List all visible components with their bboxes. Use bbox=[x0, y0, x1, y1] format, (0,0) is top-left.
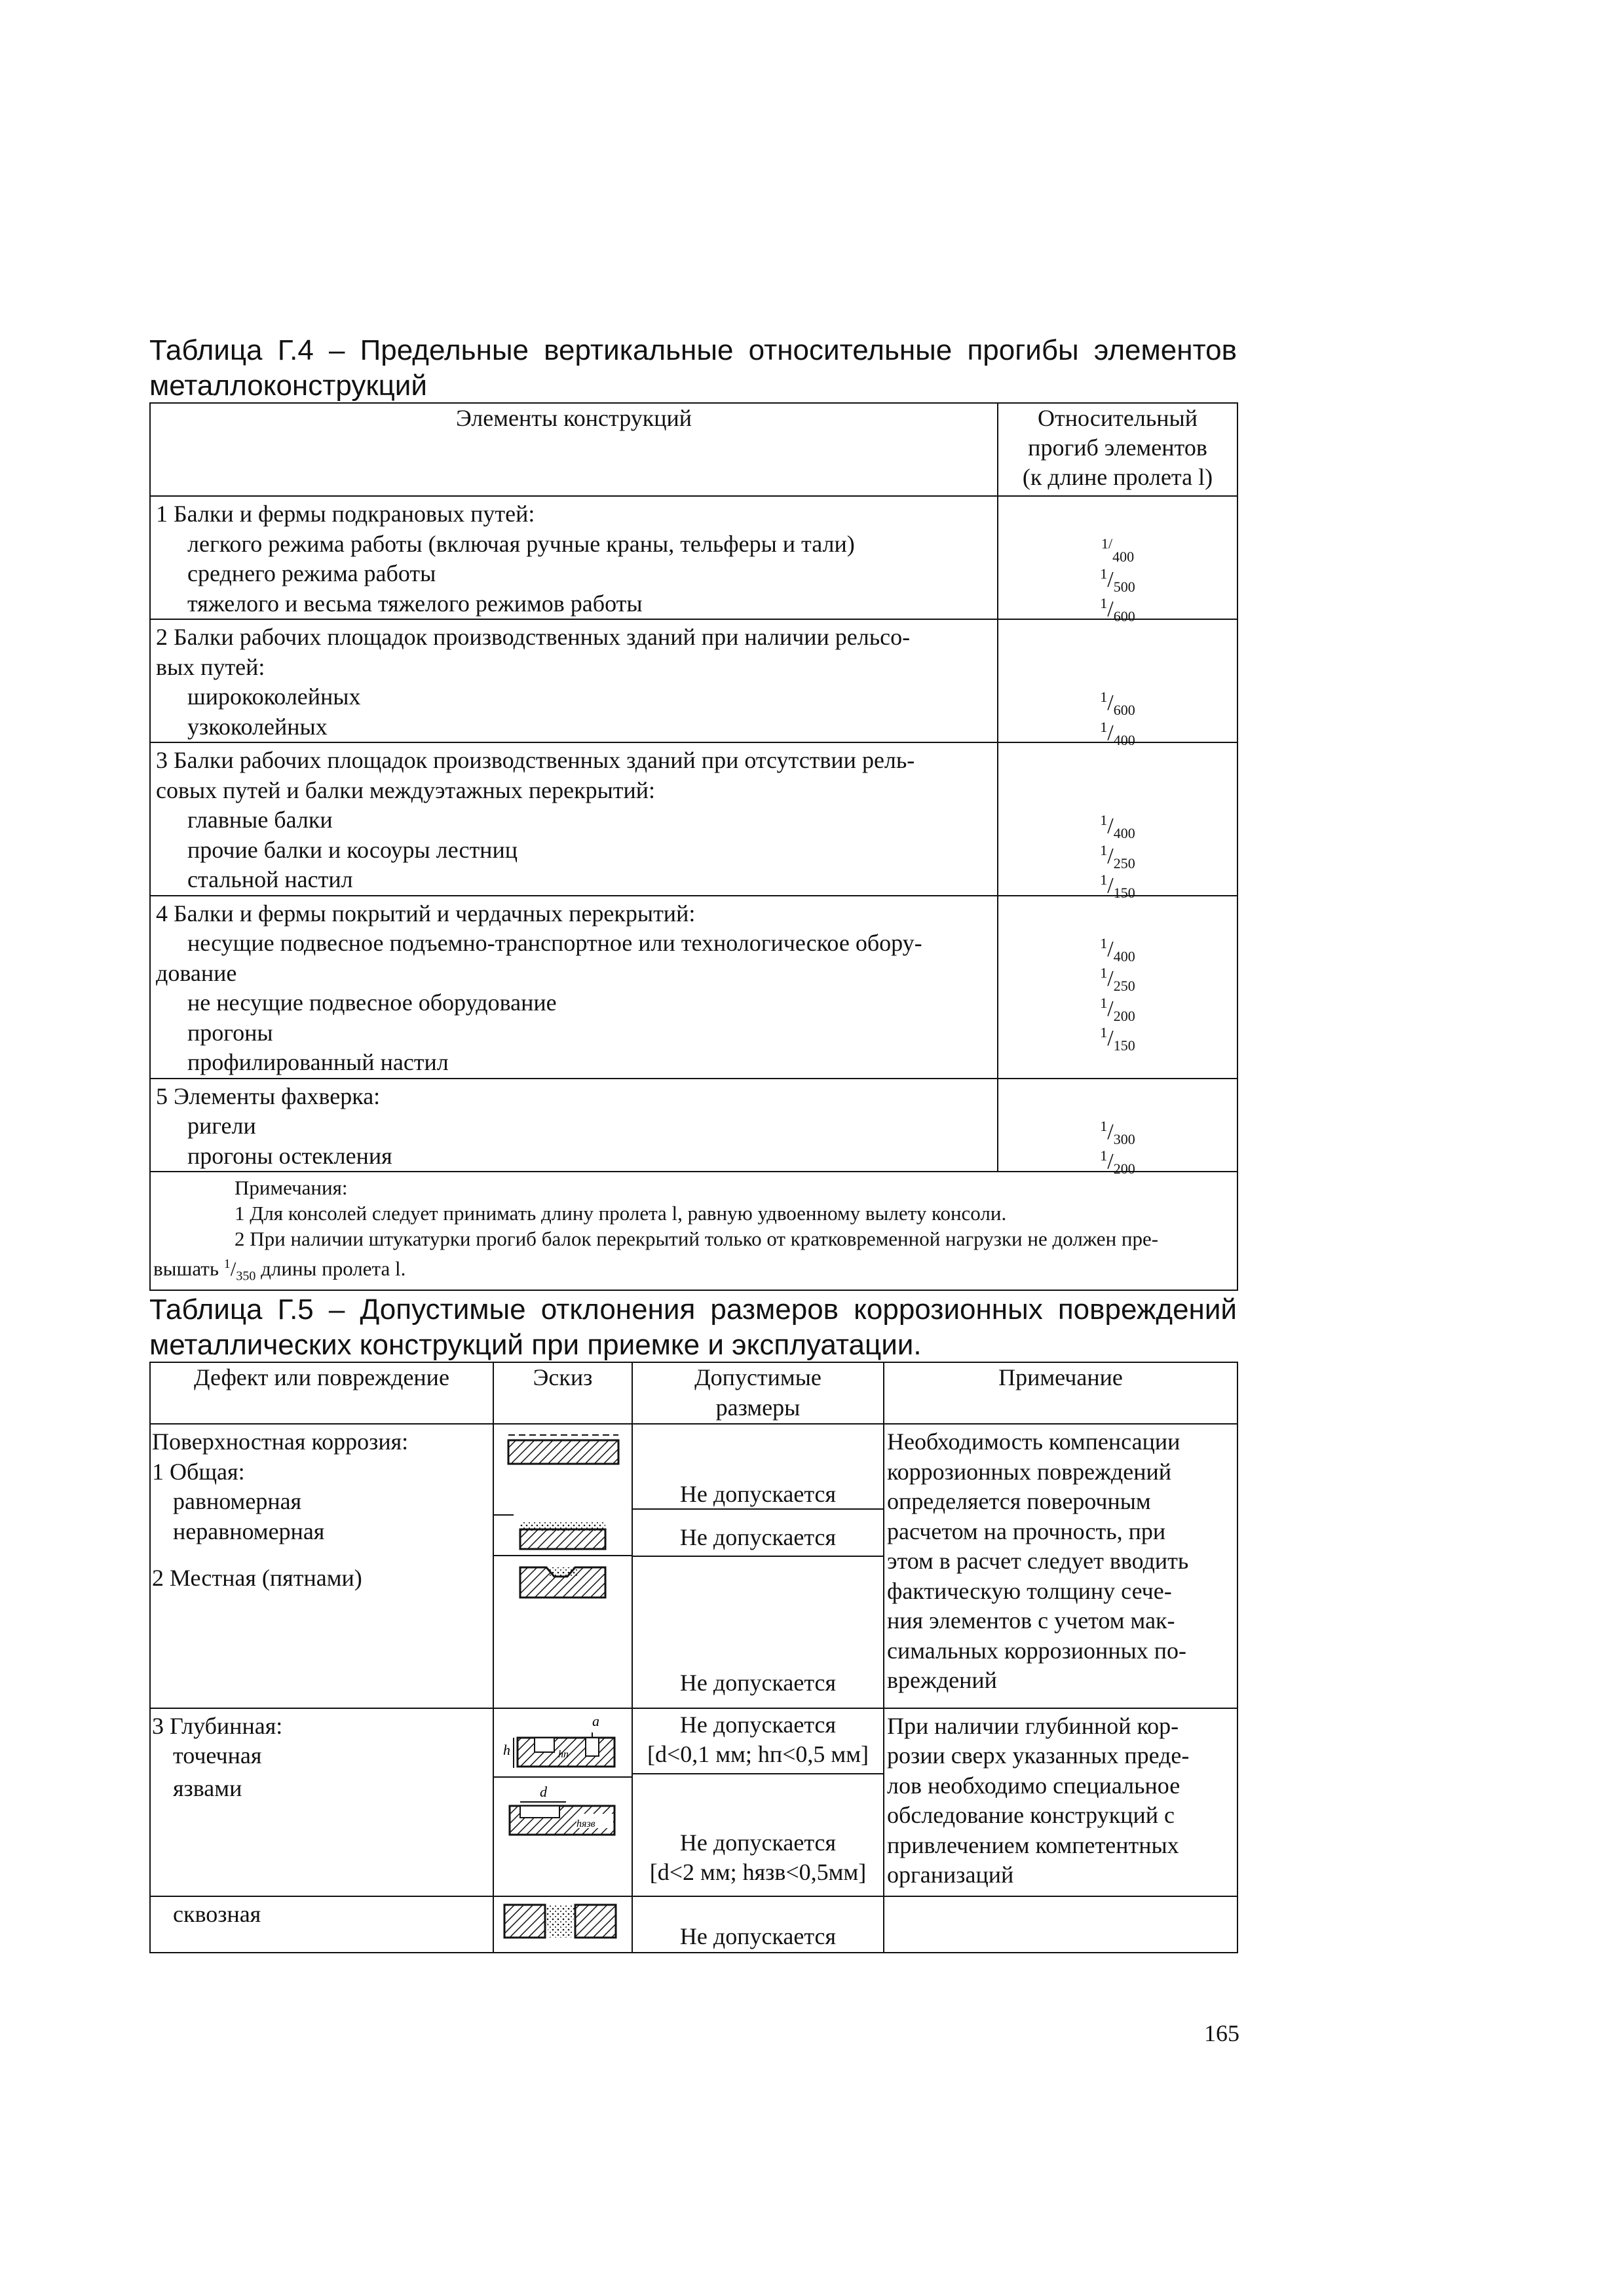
through-defect-cell: сквозная bbox=[150, 1896, 493, 1953]
table-5-header-defect: Дефект или повреждение bbox=[150, 1362, 493, 1424]
allowed-local: Не допускается bbox=[679, 1670, 837, 1696]
group-3-text bbox=[150, 742, 998, 896]
allowed-nonuniform: Не допускается bbox=[679, 1524, 837, 1550]
group-heading: 1 Балки и фермы подкрановых путей: bbox=[156, 501, 535, 527]
table-4-notes bbox=[150, 1172, 1237, 1290]
note-line: вреждений bbox=[887, 1667, 997, 1693]
note-line: этом в расчет следует вводить bbox=[887, 1548, 1189, 1574]
table-4-header-row bbox=[150, 403, 1237, 496]
notes-heading: Примечания: bbox=[235, 1176, 348, 1199]
group-2-values bbox=[998, 619, 1237, 748]
table-4-row-group-5 bbox=[150, 1079, 1237, 1172]
deflection-value: $^1/_{200}$ bbox=[1100, 1147, 1135, 1177]
table-4-title-line2: металлоконструкций bbox=[149, 370, 427, 402]
table-5-header-row bbox=[150, 1362, 1237, 1424]
note-line: организаций bbox=[887, 1862, 1014, 1888]
group-heading: 4 Балки и фермы покрытий и чердачных перекрытий: bbox=[156, 900, 696, 927]
group-item: ригели bbox=[187, 1113, 256, 1139]
deflection-value: $^1/_{150}$ bbox=[1100, 1024, 1135, 1054]
sketch-label-a: a bbox=[592, 1712, 599, 1729]
group-5-values bbox=[998, 1079, 1237, 1177]
deep-sketch-cell bbox=[493, 1708, 632, 1897]
table-4-header-elements: Элементы конструкций bbox=[150, 403, 998, 496]
deflection-value: $^1/_{500}$ bbox=[1100, 565, 1135, 595]
allowed-pitting-line1: Не допускается bbox=[679, 1711, 837, 1738]
table-5-title-line2: металлических конструкций при приемке и эксплуатации. bbox=[149, 1329, 922, 1361]
defect-line: 2 Местная (пятнами) bbox=[152, 1565, 362, 1591]
deep-defect-cell bbox=[150, 1708, 493, 1897]
sketch-label-h: h bbox=[503, 1741, 510, 1758]
deflection-value: $^1/_{600}$ bbox=[1100, 689, 1135, 718]
surface-allowed-cell bbox=[632, 1424, 884, 1708]
header-line: Относительный bbox=[1038, 405, 1198, 431]
group-item: прочие балки и косоуры лестниц bbox=[187, 836, 518, 863]
through-corrosion-icon bbox=[494, 1897, 633, 1944]
table-5-header-note: Примечание bbox=[884, 1362, 1237, 1424]
table-5-header-sketch: Эскиз bbox=[493, 1362, 632, 1424]
note-line: симальных коррозионных по- bbox=[887, 1637, 1187, 1664]
table-4-title-line1: Таблица Г.4 – Предельные вертикальные относительные прогибы элементов bbox=[149, 334, 1237, 366]
deflection-value: $^1/_{600}$ bbox=[1100, 595, 1135, 624]
defect-line: равномерная bbox=[173, 1488, 302, 1514]
table-5-row-through bbox=[150, 1896, 1237, 1953]
group-1-text bbox=[150, 496, 998, 619]
group-heading: 5 Элементы фахверка: bbox=[156, 1082, 381, 1109]
note-line: Необходимость компенсации bbox=[887, 1428, 1180, 1455]
note-2-line2: вышать $^1/_{350}$ длины пролета l. bbox=[153, 1257, 406, 1284]
table-4-header-deflection bbox=[998, 403, 1237, 496]
pitting-corrosion-icon bbox=[494, 1713, 633, 1777]
header-line: размеры bbox=[715, 1394, 801, 1421]
group-item: ширококолейных bbox=[187, 683, 361, 710]
group-heading: вых путей: bbox=[156, 653, 265, 680]
through-allowed-cell: Не допускается bbox=[632, 1896, 884, 1953]
group-4-text bbox=[150, 896, 998, 1079]
through-note-cell bbox=[884, 1896, 1237, 1953]
surface-corrosion-sketches bbox=[494, 1425, 633, 1700]
deep-corrosion-sketches bbox=[494, 1709, 633, 1888]
note-2-line1: 2 При наличии штукатурки прогиб балок перекрытий только от кратковременной нагрузки не должен пре- bbox=[235, 1227, 1159, 1250]
defect-line: Поверхностная коррозия: bbox=[152, 1428, 409, 1455]
table-5-row-deep bbox=[150, 1708, 1237, 1897]
group-item: легкого режима работы (включая ручные краны, тельферы и тали) bbox=[187, 530, 855, 557]
group-5-text bbox=[150, 1079, 998, 1172]
header-line: (к длине пролета l) bbox=[1022, 464, 1213, 490]
deep-allowed-cell bbox=[632, 1708, 884, 1897]
allowed-uniform: Не допускается bbox=[679, 1481, 837, 1507]
defect-line: точечная bbox=[173, 1742, 262, 1769]
note-line: расчетом на прочность, при bbox=[887, 1518, 1166, 1544]
group-item: узкоколейных bbox=[187, 713, 328, 740]
note-line: ния элементов с учетом мак- bbox=[887, 1607, 1175, 1634]
allowed-ulcer-line2: [d<2 мм; hязв<0,5мм] bbox=[649, 1858, 867, 1885]
header-line: прогиб элементов bbox=[1028, 434, 1207, 461]
deflection-value: $^{1/}_{400}$ bbox=[1101, 535, 1135, 565]
nonuniform-corrosion-icon bbox=[494, 1515, 605, 1549]
local-corrosion-icon bbox=[494, 1556, 633, 1598]
ulcer-corrosion-icon bbox=[510, 1784, 614, 1835]
group-item: прогоны bbox=[187, 1019, 273, 1046]
table-5-row-surface bbox=[150, 1424, 1237, 1708]
deep-note-cell bbox=[884, 1708, 1237, 1897]
group-4-values bbox=[998, 896, 1237, 1079]
note-line: лов необходимо специальное bbox=[887, 1772, 1180, 1799]
group-heading: 3 Балки рабочих площадок производственных зданий при отсутствии рель- bbox=[156, 747, 915, 773]
defect-line: 1 Общая: bbox=[152, 1458, 245, 1485]
table-4-row-group-3 bbox=[150, 742, 1237, 896]
group-heading: совых путей и балки междуэтажных перекрытий: bbox=[156, 776, 656, 803]
group-item: тяжелого и весьма тяжелого режимов работы bbox=[187, 590, 643, 617]
group-heading: 2 Балки рабочих площадок производственных зданий при наличии рельсо- bbox=[156, 624, 911, 650]
group-2-text bbox=[150, 619, 998, 742]
surface-defect-cell bbox=[150, 1424, 493, 1708]
group-1-values bbox=[998, 496, 1237, 624]
group-item: стальной настил bbox=[187, 866, 353, 892]
note-line: обследование конструкций с bbox=[887, 1802, 1175, 1828]
group-3-values bbox=[998, 742, 1237, 901]
group-item: профилированный настил bbox=[187, 1049, 449, 1075]
table-4-row-group-4 bbox=[150, 896, 1237, 1079]
table-4-notes-row bbox=[150, 1172, 1237, 1290]
page-number: 165 bbox=[1204, 2020, 1239, 2046]
deflection-value: $^1/_{150}$ bbox=[1100, 871, 1135, 901]
group-item: дование bbox=[156, 959, 237, 986]
uniform-corrosion-icon bbox=[508, 1435, 618, 1464]
table-4-title bbox=[149, 333, 1237, 404]
defect-line: язвами bbox=[173, 1774, 242, 1801]
group-item: прогоны остекления bbox=[187, 1142, 392, 1169]
through-sketch-cell bbox=[493, 1896, 632, 1953]
note-line: При наличии глубинной кор- bbox=[887, 1712, 1179, 1739]
note-line: розии сверх указанных преде- bbox=[887, 1742, 1190, 1769]
note-line: привлечением компетентных bbox=[887, 1831, 1179, 1858]
note-line: фактическую толщину сече- bbox=[887, 1577, 1172, 1604]
allowed-pitting-line2: [d<0,1 мм; hп<0,5 мм] bbox=[647, 1740, 869, 1767]
group-item: не несущие подвесное оборудование bbox=[187, 989, 557, 1016]
table-5 bbox=[149, 1362, 1238, 1953]
table-4 bbox=[149, 402, 1238, 1291]
group-item: среднего режима работы bbox=[187, 560, 436, 586]
group-item: несущие подвесное подъемно-транспортное или технологическое обору- bbox=[187, 930, 922, 956]
deflection-value: $^1/_{300}$ bbox=[1100, 1117, 1135, 1147]
note-line: определяется поверочным bbox=[887, 1488, 1151, 1514]
header-line: Допустимые bbox=[694, 1364, 821, 1390]
surface-sketch-cell bbox=[493, 1424, 632, 1708]
allowed-ulcer-line1: Не допускается bbox=[679, 1829, 837, 1856]
note-line: коррозионных повреждений bbox=[887, 1458, 1172, 1485]
defect-line: 3 Глубинная: bbox=[152, 1712, 283, 1739]
group-item: главные балки bbox=[187, 807, 333, 833]
table-4-row-group-1 bbox=[150, 496, 1237, 619]
surface-note-cell bbox=[884, 1424, 1237, 1708]
table-4-row-group-2 bbox=[150, 619, 1237, 742]
sketch-label-d: d bbox=[540, 1783, 547, 1800]
sketch-label-hp: hп bbox=[558, 1748, 569, 1760]
deflection-value: $^1/_{400}$ bbox=[1100, 812, 1135, 841]
deflection-value: $^1/_{250}$ bbox=[1100, 965, 1135, 994]
table-5-header-allowed bbox=[632, 1362, 884, 1424]
note-1: 1 Для консолей следует принимать длину пролета l, равную удвоенному вылету консоли. bbox=[235, 1202, 1007, 1225]
sketch-label-hyazv: hязв bbox=[576, 1818, 595, 1829]
table-5-title bbox=[149, 1292, 1237, 1363]
deflection-value: $^1/_{200}$ bbox=[1100, 994, 1135, 1024]
table-5-title-line1: Таблица Г.5 – Допустимые отклонения размеров коррозионных повреждений bbox=[149, 1293, 1237, 1326]
deflection-value: $^1/_{400}$ bbox=[1100, 934, 1135, 965]
defect-line: неравномерная bbox=[173, 1518, 325, 1544]
deflection-value: $^1/_{400}$ bbox=[1100, 718, 1135, 748]
deflection-value: $^1/_{250}$ bbox=[1100, 841, 1135, 871]
